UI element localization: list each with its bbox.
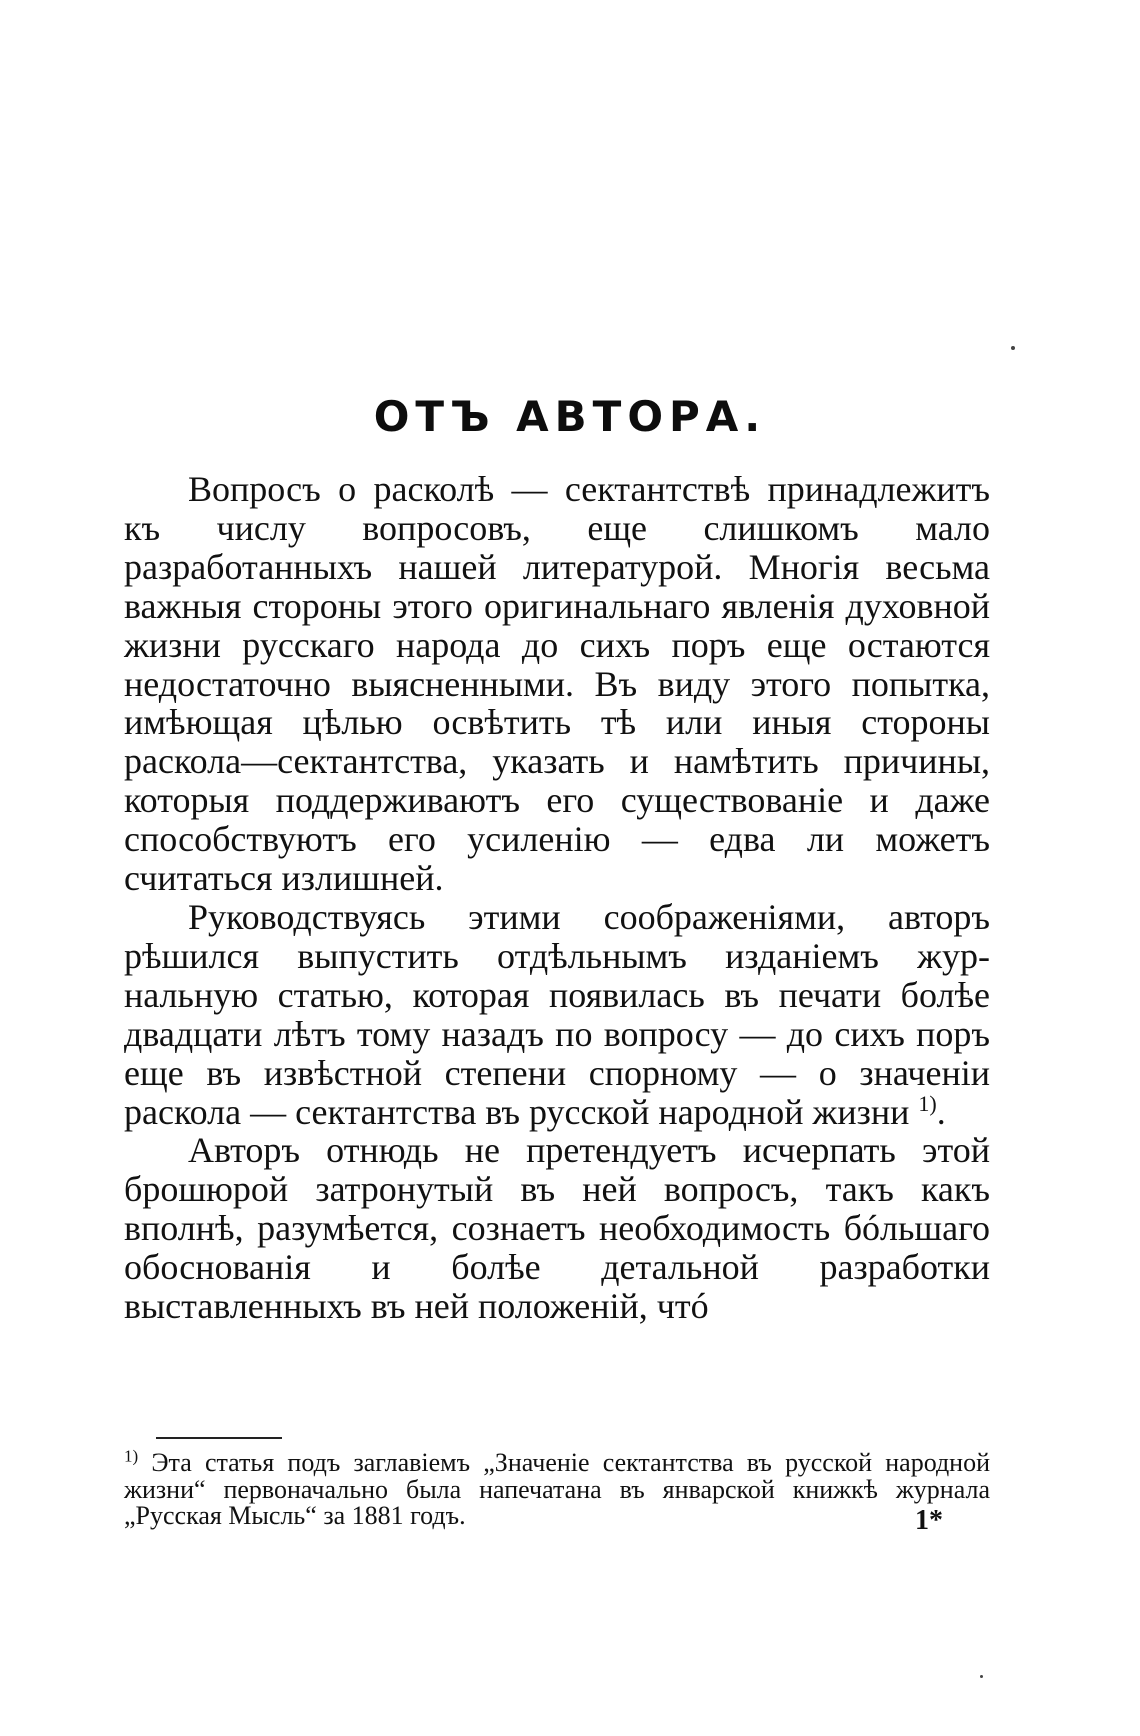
signature-mark: 1* [915,1505,943,1536]
paragraph-3: Авторъ отнюдь не претендуетъ исчерпать этой брошюрой затронутый въ ней вопросъ, такъ какъ вполнѣ, разумѣется, сознаетъ необходимость бóльшаго обоснованія и болѣе детальной разработки выставленныхъ въ ней положеній, чтó [124,1130,990,1327]
scan-speck [1011,346,1015,350]
footnote [124,1446,990,1530]
footnote-reference: 1) [918,1090,937,1116]
paragraph-2-text: Руководствуясь этими соображеніями, авторъ рѣшился выпустить отдѣльнымъ изданіемъ журнальную статью, которая появилась въ печати болѣе двадцати лѣтъ тому назадъ по вопросу — до сихъ поръ еще въ извѣстной степени спорному — о значеніи раскола — сектантства въ русской народной жизни [124,896,990,1132]
footnote-text: Эта статья подъ заглавіемъ „Значеніе сектантства въ русской народной жизни“ первоначально была напечатана въ январской книжкѣ журнала „Русская Мысль“ за 1881 годъ. [124,1448,990,1530]
footnote-marker: 1) [124,1446,139,1466]
paragraph-2-end: . [936,1091,946,1132]
paragraph-2 [124,898,990,1131]
paragraph-1: Вопросъ о расколѣ — сектантствѣ принадлежитъ къ числу вопросовъ, еще слишкомъ мало разработанныхъ нашей литературой. Многія весьма важныя стороны этого оригинальнаго явленія духовной жизни русскаго народа до сихъ поръ еще остаются недостаточно выясненными. Въ виду этого попытка, имѣющая цѣлью освѣтить тѣ или иныя стороны раскола—сектантства, указать и намѣтить причины, которыя поддерживаютъ его существованіе и даже способствуютъ его усиленію — едва ли можетъ считаться излишней. [124,469,990,899]
footnote-divider [156,1437,282,1439]
page-title: ОТЪ АВТОРА. [373,392,767,441]
body-text [124,470,990,1326]
scan-speck [980,1675,983,1678]
